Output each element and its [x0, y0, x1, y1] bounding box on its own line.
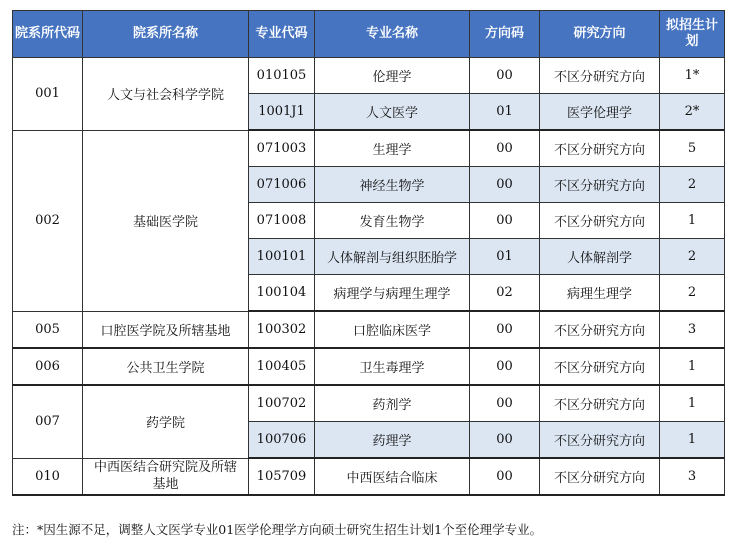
table-row [13, 130, 725, 167]
major-name-cell: 药剂学 [315, 385, 470, 422]
dir-code-cell: 00 [470, 311, 540, 348]
dir-code-cell: 00 [470, 167, 540, 203]
major-name-cell: 人体解剖与组织胚胎学 [315, 239, 470, 275]
major-code-cell: 071008 [249, 203, 315, 239]
major-code-cell: 071003 [249, 130, 315, 167]
dept-name-cell: 中西医结合研究院及所辖基地 [83, 458, 249, 495]
dept-code-cell: 007 [13, 385, 83, 458]
dir-code-cell: 01 [470, 94, 540, 131]
plan-cell: 2 [660, 239, 725, 275]
plan-cell: 1 [660, 385, 725, 422]
major-code-cell: 1001J1 [249, 94, 315, 131]
header-dept-name: 院系所名称 [83, 11, 249, 58]
plan-cell: 1 [660, 348, 725, 385]
table-row [13, 348, 725, 385]
dir-name-cell: 不区分研究方向 [540, 58, 660, 94]
major-code-cell: 100706 [249, 422, 315, 459]
major-name-cell: 中西医结合临床 [315, 458, 470, 495]
plan-cell: 3 [660, 458, 725, 495]
dir-name-cell: 病理生理学 [540, 275, 660, 312]
major-name-cell: 发育生物学 [315, 203, 470, 239]
major-name-cell: 口腔临床医学 [315, 311, 470, 348]
major-code-cell: 071006 [249, 167, 315, 203]
dir-code-cell: 00 [470, 203, 540, 239]
table-row [13, 385, 725, 422]
header-major-name: 专业名称 [315, 11, 470, 58]
header-dir-name: 研究方向 [540, 11, 660, 58]
major-code-cell: 010105 [249, 58, 315, 94]
header-dir-code: 方向码 [470, 11, 540, 58]
plan-cell: 1 [660, 422, 725, 459]
major-code-cell: 100702 [249, 385, 315, 422]
dept-code-cell: 005 [13, 311, 83, 348]
enrollment-table [12, 10, 725, 496]
dir-name-cell: 不区分研究方向 [540, 385, 660, 422]
major-name-cell: 神经生物学 [315, 167, 470, 203]
dir-code-cell: 02 [470, 275, 540, 312]
major-code-cell: 100405 [249, 348, 315, 385]
dept-name-cell: 口腔医学院及所辖基地 [83, 311, 249, 348]
dir-name-cell: 不区分研究方向 [540, 203, 660, 239]
major-name-cell: 病理学与病理生理学 [315, 275, 470, 312]
dir-name-cell: 人体解剖学 [540, 239, 660, 275]
dept-code-cell: 006 [13, 348, 83, 385]
dir-name-cell: 不区分研究方向 [540, 130, 660, 167]
dir-code-cell: 00 [470, 422, 540, 459]
plan-cell: 2* [660, 94, 725, 131]
dir-code-cell: 00 [470, 385, 540, 422]
dir-name-cell: 不区分研究方向 [540, 422, 660, 459]
dept-name-cell: 公共卫生学院 [83, 348, 249, 385]
dir-name-cell: 不区分研究方向 [540, 348, 660, 385]
header-row [13, 11, 725, 58]
plan-cell: 5 [660, 130, 725, 167]
major-code-cell: 100104 [249, 275, 315, 312]
table-row [13, 58, 725, 94]
header-dept-code: 院系所代码 [13, 11, 83, 58]
header-plan: 拟招生计划 [660, 11, 725, 58]
table-body [13, 58, 725, 496]
plan-cell: 1* [660, 58, 725, 94]
dept-code-cell: 001 [13, 58, 83, 131]
header-major-code: 专业代码 [249, 11, 315, 58]
dir-name-cell: 不区分研究方向 [540, 167, 660, 203]
major-code-cell: 105709 [249, 458, 315, 495]
table-row [13, 458, 725, 495]
dept-code-cell: 002 [13, 130, 83, 311]
dept-name-cell: 人文与社会科学学院 [83, 58, 249, 131]
dir-code-cell: 00 [470, 58, 540, 94]
plan-cell: 1 [660, 203, 725, 239]
dir-code-cell: 01 [470, 239, 540, 275]
major-code-cell: 100302 [249, 311, 315, 348]
table-row [13, 311, 725, 348]
plan-cell: 2 [660, 167, 725, 203]
dir-code-cell: 00 [470, 130, 540, 167]
dir-name-cell: 不区分研究方向 [540, 311, 660, 348]
dir-code-cell: 00 [470, 458, 540, 495]
dir-name-cell: 不区分研究方向 [540, 458, 660, 495]
plan-cell: 3 [660, 311, 725, 348]
major-name-cell: 药理学 [315, 422, 470, 459]
dir-name-cell: 医学伦理学 [540, 94, 660, 131]
major-name-cell: 卫生毒理学 [315, 348, 470, 385]
major-name-cell: 人文医学 [315, 94, 470, 131]
major-code-cell: 100101 [249, 239, 315, 275]
dept-code-cell: 010 [13, 458, 83, 495]
dept-name-cell: 药学院 [83, 385, 249, 458]
dept-name-cell: 基础医学院 [83, 130, 249, 311]
plan-cell: 2 [660, 275, 725, 312]
major-name-cell: 生理学 [315, 130, 470, 167]
footnote: 注：*因生源不足，调整人文医学专业01医学伦理学方向硕士研究生招生计划1个至伦理学专业。 [12, 522, 543, 537]
dir-code-cell: 00 [470, 348, 540, 385]
major-name-cell: 伦理学 [315, 58, 470, 94]
